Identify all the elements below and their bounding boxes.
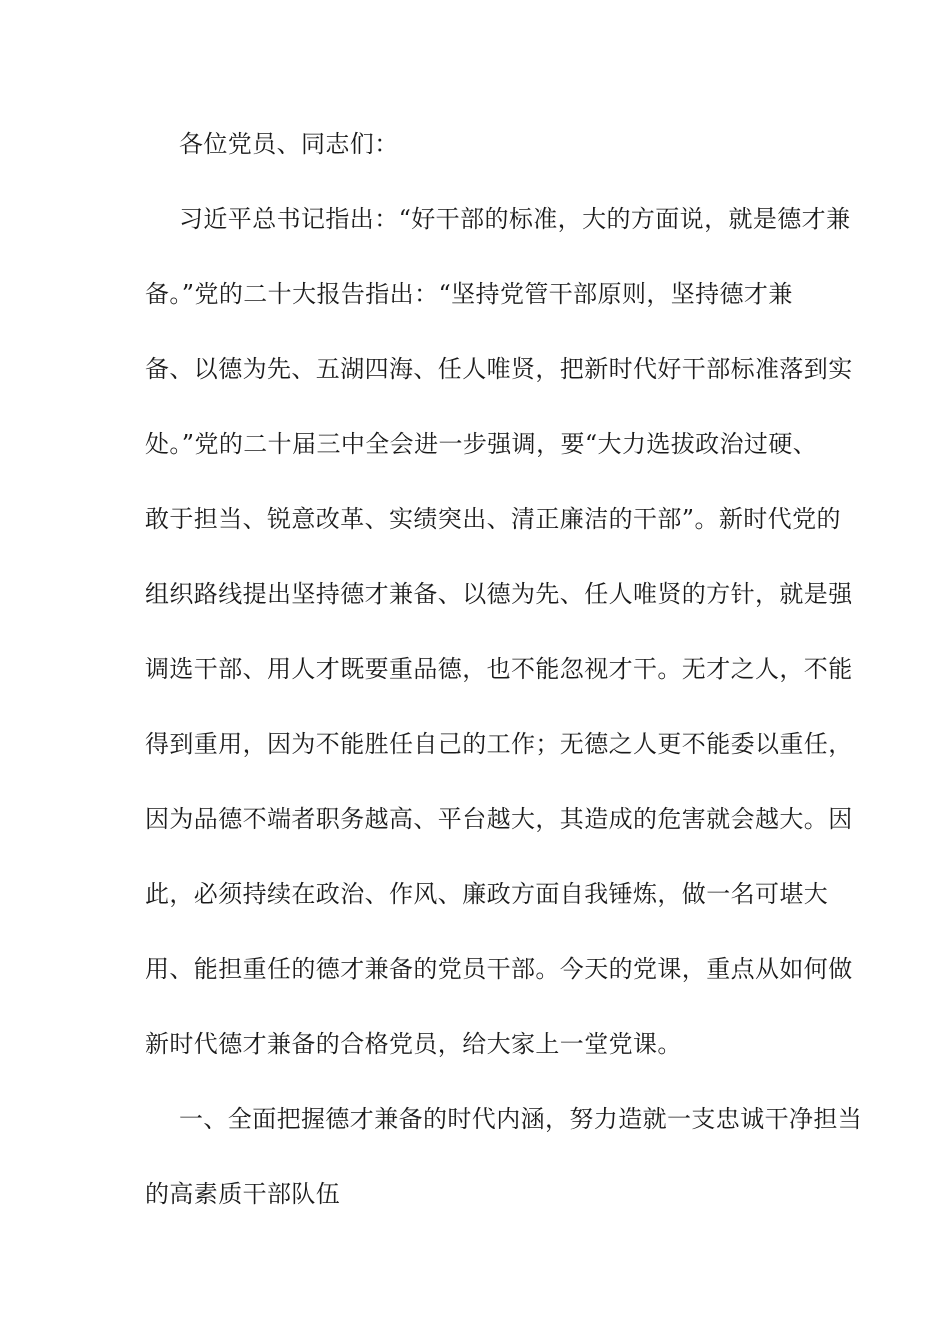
paragraph-line: 敢于担当、锐意改革、实绩突出、清正廉洁的干部”。新时代党的 — [145, 505, 841, 533]
paragraph-line: 备。”党的二十大报告指出：“坚持党管干部原则，坚持德才兼 — [145, 280, 793, 308]
paragraph-line: 因为品德不端者职务越高、平台越大，其造成的危害就会越大。因 — [145, 805, 853, 833]
section-heading-line: 一、全面把握德才兼备的时代内涵，努力造就一支忠诚干净担当 — [179, 1105, 863, 1133]
paragraph-line: 用、能担重任的德才兼备的党员干部。今天的党课，重点从如何做 — [145, 955, 853, 983]
section-heading-line: 的高素质干部队伍 — [145, 1180, 341, 1208]
paragraph-line: 处。”党的二十届三中全会进一步强调，要“大力选拔政治过硬、 — [145, 430, 818, 458]
paragraph-line: 新时代德才兼备的合格党员，给大家上一堂党课。 — [145, 1030, 682, 1058]
salutation: 各位党员、同志们： — [179, 130, 399, 158]
paragraph-line: 组织路线提出坚持德才兼备、以德为先、任人唯贤的方针，就是强 — [145, 580, 853, 608]
paragraph-line: 调选干部、用人才既要重品德，也不能忽视才干。无才之人，不能 — [145, 655, 853, 683]
paragraph-line: 此，必须持续在政治、作风、廉政方面自我锤炼，做一名可堪大 — [145, 880, 829, 908]
paragraph-line: 得到重用，因为不能胜任自己的工作；无德之人更不能委以重任， — [145, 730, 853, 758]
paragraph-line: 习近平总书记指出：“好干部的标准，大的方面说，就是德才兼 — [179, 205, 851, 233]
paragraph-line: 备、以德为先、五湖四海、任人唯贤，把新时代好干部标准落到实 — [145, 355, 853, 383]
